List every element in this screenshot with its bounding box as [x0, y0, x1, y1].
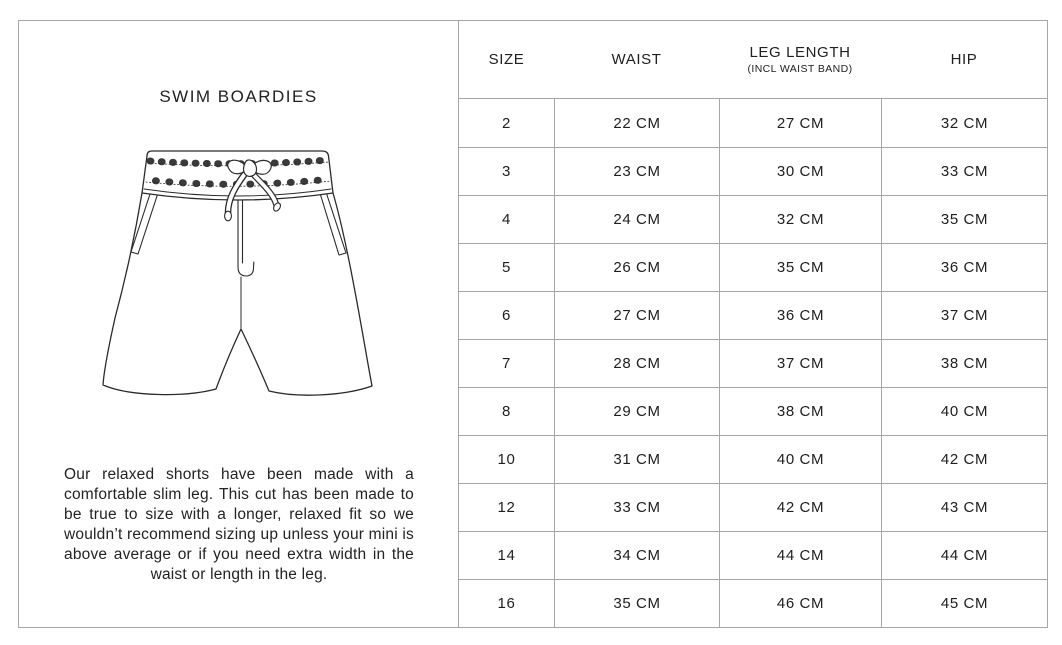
cell-waist: 27 CM: [554, 292, 719, 339]
cell-waist: 34 CM: [554, 532, 719, 579]
cell-waist: 23 CM: [554, 148, 719, 195]
cell-hip: 38 CM: [881, 340, 1047, 387]
cell-size: 5: [502, 259, 511, 276]
size-guide-sheet: [18, 20, 1048, 628]
cell-hip: 40 CM: [881, 388, 1047, 435]
cell-leg-length: 46 CM: [719, 580, 881, 627]
cell-leg-length: 36 CM: [719, 292, 881, 339]
size-row: [459, 99, 1047, 147]
size-row: [459, 147, 1047, 195]
cell-leg-length: 42 CM: [719, 484, 881, 531]
size-row: [459, 195, 1047, 243]
size-table-header: [459, 21, 1047, 99]
cell-hip: 33 CM: [881, 148, 1047, 195]
size-row: [459, 339, 1047, 387]
size-table: [459, 21, 1047, 627]
product-description: Our relaxed shorts have been made with a comfortable slim leg. This cut has been made to be true to size with a longer, relaxed fit so we wouldn’t recommend sizing up unless your mini is above average or if you need extra width in the waist or length in the leg.: [64, 466, 414, 583]
cell-waist: 29 CM: [554, 388, 719, 435]
cell-leg-length: 40 CM: [719, 436, 881, 483]
cell-hip: 32 CM: [881, 99, 1047, 147]
shorts-illustration-drawing: [101, 148, 377, 398]
cell-leg-length: 35 CM: [719, 244, 881, 291]
cell-waist: 26 CM: [554, 244, 719, 291]
cell-size: 14: [497, 547, 516, 564]
product-panel: [19, 21, 459, 627]
cell-size: 4: [502, 211, 511, 228]
cell-size: 2: [502, 114, 511, 132]
size-row: [459, 531, 1047, 579]
cell-hip: 45 CM: [881, 580, 1047, 627]
drawstring-left-cord-tip: [224, 211, 231, 221]
column-header-leg-length-note: (INCL WAIST BAND): [747, 63, 853, 75]
cell-hip: 36 CM: [881, 244, 1047, 291]
cell-hip: 37 CM: [881, 292, 1047, 339]
size-row: [459, 435, 1047, 483]
cell-size: 16: [497, 595, 516, 612]
size-row: [459, 387, 1047, 435]
cell-waist: 24 CM: [554, 196, 719, 243]
cell-waist: 31 CM: [554, 436, 719, 483]
cell-leg-length: 32 CM: [719, 196, 881, 243]
cell-leg-length: 27 CM: [719, 99, 881, 147]
cell-waist: 35 CM: [554, 580, 719, 627]
cell-leg-length: 30 CM: [719, 148, 881, 195]
cell-size: 3: [502, 163, 511, 180]
size-row: [459, 483, 1047, 531]
cell-leg-length: 37 CM: [719, 340, 881, 387]
cell-hip: 44 CM: [881, 532, 1047, 579]
cell-hip: 42 CM: [881, 436, 1047, 483]
cell-waist: 33 CM: [554, 484, 719, 531]
cell-hip: 35 CM: [881, 196, 1047, 243]
size-row: [459, 243, 1047, 291]
cell-leg-length: 44 CM: [719, 532, 881, 579]
cell-size: 10: [497, 451, 516, 468]
column-header-size: SIZE: [488, 51, 525, 68]
cell-waist: 28 CM: [554, 340, 719, 387]
drawstring-knot-center: [243, 160, 256, 176]
cell-size: 6: [502, 307, 511, 324]
cell-size: 8: [502, 403, 511, 420]
column-header-hip: HIP: [950, 51, 978, 68]
cell-size: 7: [502, 355, 511, 372]
column-header-leg-length: LEG LENGTH (INCL WAIST BAND): [747, 44, 853, 75]
column-header-waist: WAIST: [611, 51, 662, 68]
cell-hip: 43 CM: [881, 484, 1047, 531]
size-row: [459, 579, 1047, 627]
size-row: [459, 291, 1047, 339]
cell-leg-length: 38 CM: [719, 388, 881, 435]
cell-waist: 22 CM: [554, 99, 719, 147]
cell-size: 12: [497, 499, 516, 516]
product-title: SWIM BOARDIES: [159, 87, 318, 106]
